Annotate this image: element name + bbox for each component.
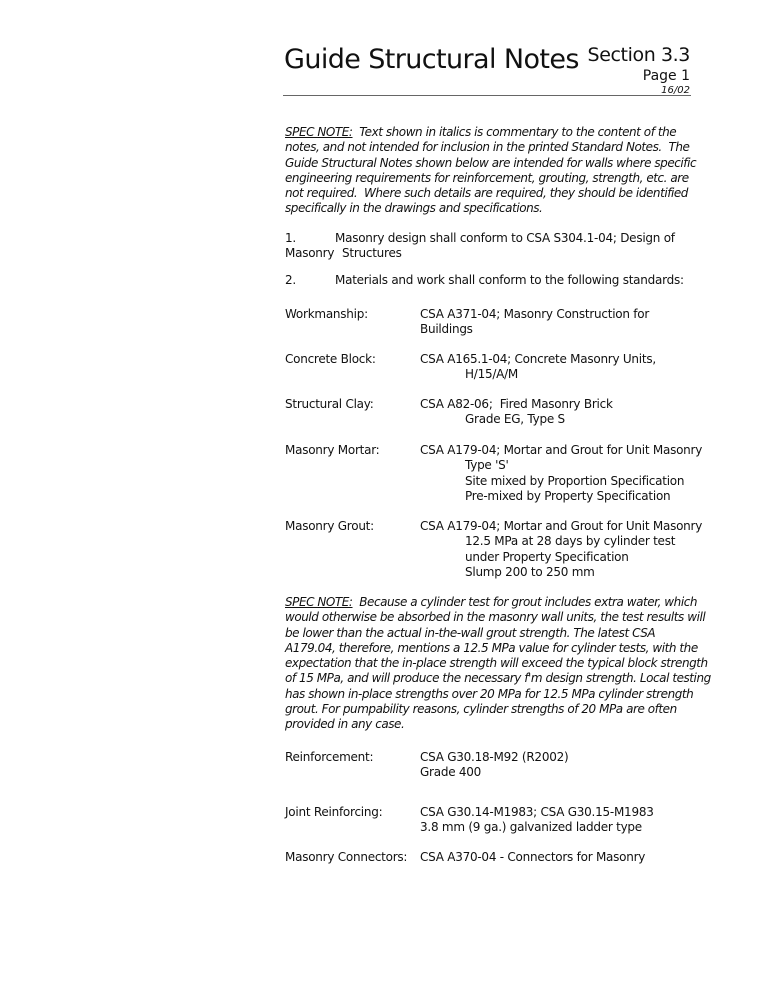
note-line	[285, 156, 696, 171]
note-text: notes, and not intended for inclusion in the printed Standard Notes. The	[285, 140, 690, 155]
revision-date: 16/02	[661, 85, 690, 96]
note-line	[285, 186, 696, 201]
note-text: of 15 MPa, and will produce the necessary f'm design strength. Local testing	[285, 671, 711, 686]
standard-reference: CSA A165.1-04; Concrete Masonry Units,	[420, 352, 656, 366]
standard-value	[420, 805, 654, 836]
note-text: provided in any case.	[285, 717, 405, 732]
standard-reference: CSA A179-04; Mortar and Grout for Unit Masonry	[420, 443, 703, 457]
note-line	[285, 610, 711, 625]
standard-label: Masonry Grout:	[285, 519, 374, 533]
note-line	[285, 641, 711, 656]
section-number: Section 3.3	[587, 44, 690, 66]
standard-reference: CSA G30.14-M1983; CSA G30.15-M1983	[420, 805, 654, 819]
note-text: be lower than the actual in-the-wall grout strength. The latest CSA	[285, 625, 656, 640]
note-line	[285, 201, 696, 216]
note-line	[285, 171, 696, 186]
standard-reference: CSA A82-06; Fired Masonry Brick	[420, 397, 613, 411]
note-line	[285, 656, 711, 671]
item-text: Structures	[342, 246, 402, 261]
standard-detail: 12.5 MPa at 28 days by cylinder test	[465, 534, 676, 549]
standard-reference: CSA G30.18-M92 (R2002)	[420, 750, 569, 764]
standard-label: Concrete Block:	[285, 352, 376, 366]
standard-reference: CSA A371-04; Masonry Construction for	[420, 307, 650, 321]
note-text: Text shown in italics is commentary to the content of the	[352, 125, 677, 139]
item-text: Masonry	[285, 246, 335, 261]
spec-note-label: SPEC NOTE:	[285, 595, 353, 609]
note-text: engineering requirements for reinforcement, grouting, strength, etc. are	[285, 170, 689, 185]
standard-label: Masonry Connectors:	[285, 850, 408, 864]
note-text: not required. Where such details are required, they should be identified	[285, 186, 688, 201]
page-number: Page 1	[642, 68, 690, 84]
spec-note-2	[285, 595, 711, 733]
note-line	[285, 140, 696, 155]
standard-label: Workmanship:	[285, 307, 368, 321]
standard-detail: Pre-mixed by Property Specification	[465, 488, 671, 503]
standard-reference: CSA A370-04 - Connectors for Masonry	[420, 850, 646, 864]
standard-detail: Slump 200 to 250 mm	[465, 564, 595, 579]
standard-value	[420, 307, 649, 338]
standard-detail: 3.8 mm (9 ga.) galvanized ladder type	[420, 820, 642, 835]
standard-value	[420, 352, 656, 383]
item-text: Masonry design shall conform to CSA S304.1-04; Design of	[335, 231, 675, 245]
item-2	[285, 273, 684, 288]
document-title: Guide Structural Notes	[284, 44, 579, 75]
standard-label: Masonry Mortar:	[285, 443, 380, 457]
item-1	[285, 231, 675, 262]
standard-detail: Grade EG, Type S	[465, 412, 565, 427]
header-rule	[283, 95, 691, 96]
spec-note-label: SPEC NOTE:	[285, 125, 353, 139]
standard-detail: under Property Specification	[465, 549, 629, 564]
standard-label: Structural Clay:	[285, 397, 374, 411]
standard-detail: Buildings	[420, 322, 473, 337]
standard-detail: Site mixed by Proportion Specification	[465, 473, 685, 488]
note-line	[285, 626, 711, 641]
standard-value	[420, 750, 568, 781]
note-text: has shown in-place strengths over 20 MPa for 12.5 MPa cylinder strength	[285, 686, 694, 701]
note-text: Because a cylinder test for grout includes extra water, which	[352, 595, 698, 609]
note-text: specifically in the drawings and specifications.	[285, 201, 543, 216]
note-line	[285, 687, 711, 702]
spec-note-1	[285, 125, 696, 217]
note-text: expectation that the in-place strength will exceed the typical block strength	[285, 656, 708, 671]
note-text: Guide Structural Notes shown below are intended for walls where specific	[285, 155, 697, 170]
standard-detail: Type 'S'	[465, 458, 509, 473]
note-line	[285, 702, 711, 717]
standard-detail: Grade 400	[420, 765, 482, 780]
standard-detail: H/15/A/M	[465, 367, 518, 382]
standard-label: Reinforcement:	[285, 750, 374, 764]
item-text: Materials and work shall conform to the following standards:	[335, 273, 684, 287]
note-text: would otherwise be absorbed in the masonry wall units, the test results will	[285, 610, 706, 625]
standard-label: Joint Reinforcing:	[285, 805, 383, 819]
item-number: 2.	[285, 273, 296, 287]
standard-value	[420, 519, 702, 580]
standard-value	[420, 397, 613, 428]
note-line	[285, 717, 711, 732]
note-line	[285, 125, 696, 140]
note-text: A179.04, therefore, mentions a 12.5 MPa value for cylinder tests, with the	[285, 640, 698, 655]
standard-reference: CSA A179-04; Mortar and Grout for Unit Masonry	[420, 519, 703, 533]
note-line	[285, 671, 711, 686]
note-text: grout. For pumpability reasons, cylinder strengths of 20 MPa are often	[285, 702, 677, 717]
item-number: 1.	[285, 231, 296, 245]
standard-value	[420, 443, 702, 504]
standard-value	[420, 850, 645, 865]
note-line	[285, 595, 711, 610]
